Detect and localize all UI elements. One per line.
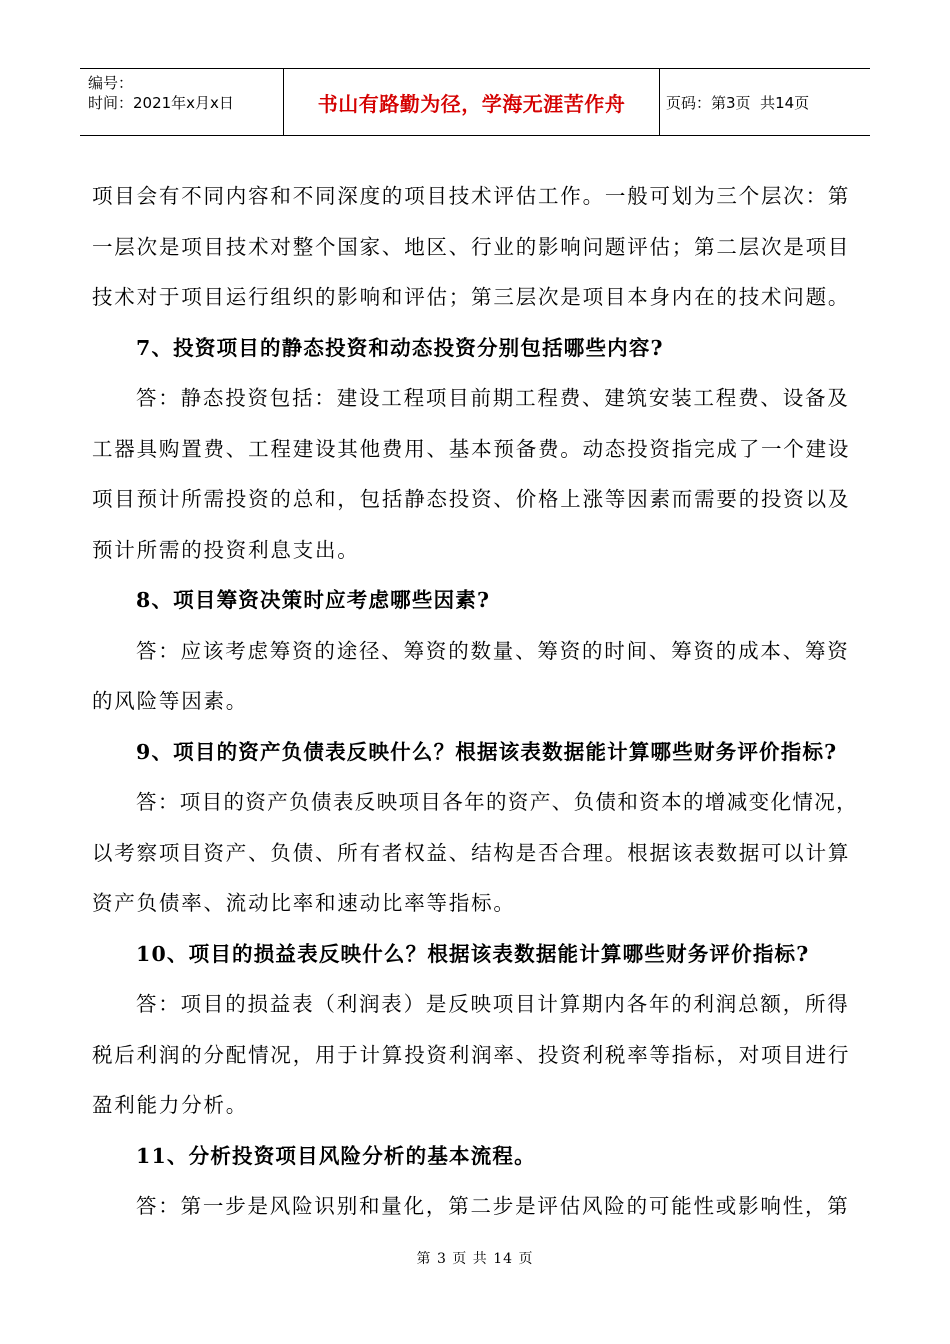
- paragraph-line: 税后利润的分配情况，用于计算投资利润率、投资利税率等指标，对项目进行: [92, 1042, 851, 1067]
- paragraph-line: 答：项目的资产负债表反映项目各年的资产、负债和资本的增减变化情况，: [136, 790, 858, 814]
- paragraph-line: 答：项目的损益表（利润表）是反映项目计算期内各年的利润总额，所得: [136, 992, 850, 1016]
- paragraph-line: 项目会有不同内容和不同深度的项目技术评估工作。一般可划为三个层次：第: [92, 184, 851, 208]
- header-page-info: [660, 69, 870, 135]
- page-footer: 第 3 页 共 14 页: [416, 1251, 534, 1267]
- paragraph-line: 盈利能力分析。: [92, 1093, 249, 1117]
- paragraph-line: 项目预计所需投资的总和，包括静态投资、价格上涨等因素而需要的投资以及: [92, 487, 851, 511]
- paragraph-line: 资产负债率、流动比率和速动比率等指标。: [92, 891, 516, 915]
- page-info-text: 页码：第3页 共14页: [666, 93, 810, 112]
- paragraph-line: 的风险等因素。: [92, 689, 249, 713]
- page-header: [80, 68, 870, 136]
- paragraph-line: 预计所需的投资利息支出。: [92, 537, 360, 562]
- question-heading: 9、项目的资产负债表反映什么？根据该表数据能计算哪些财务评价指标?: [136, 739, 838, 764]
- document-body: [92, 171, 858, 1232]
- document-number-label: 编号：: [88, 74, 134, 92]
- paragraph-line: 答：应该考虑筹资的途径、筹资的数量、筹资的时间、筹资的成本、筹资: [136, 638, 850, 663]
- question-heading: 7、投资项目的静态投资和动态投资分别包括哪些内容?: [136, 335, 664, 360]
- paragraph-line: 工器具购置费、工程建设其他费用、基本预备费。动态投资指完成了一个建设: [92, 436, 851, 461]
- header-motto: 书山有路勤为径，学海无涯苦作舟: [283, 69, 660, 135]
- paragraph-line: 一层次是项目技术对整个国家、地区、行业的影响问题评估；第二层次是项目: [92, 234, 851, 259]
- paragraph-line: 以考察项目资产、负债、所有者权益、结构是否合理。根据该表数据可以计算: [92, 840, 851, 865]
- document-time-label: 时间：2021年x月x日: [88, 94, 234, 112]
- question-heading: 11、分析投资项目风险分析的基本流程。: [136, 1143, 536, 1168]
- question-heading: 10、项目的损益表反映什么？根据该表数据能计算哪些财务评价指标?: [136, 941, 810, 966]
- paragraph-line: 答：第一步是风险识别和量化，第二步是评估风险的可能性或影响性，第: [136, 1194, 850, 1218]
- paragraph-line: 技术对于项目运行组织的影响和评估；第三层次是项目本身内在的技术问题。: [92, 285, 851, 309]
- paragraph-line: 答：静态投资包括：建设工程项目前期工程费、建筑安装工程费、设备及: [136, 386, 850, 410]
- question-heading: 8、项目筹资决策时应考虑哪些因素?: [136, 588, 491, 612]
- header-meta: [80, 69, 283, 135]
